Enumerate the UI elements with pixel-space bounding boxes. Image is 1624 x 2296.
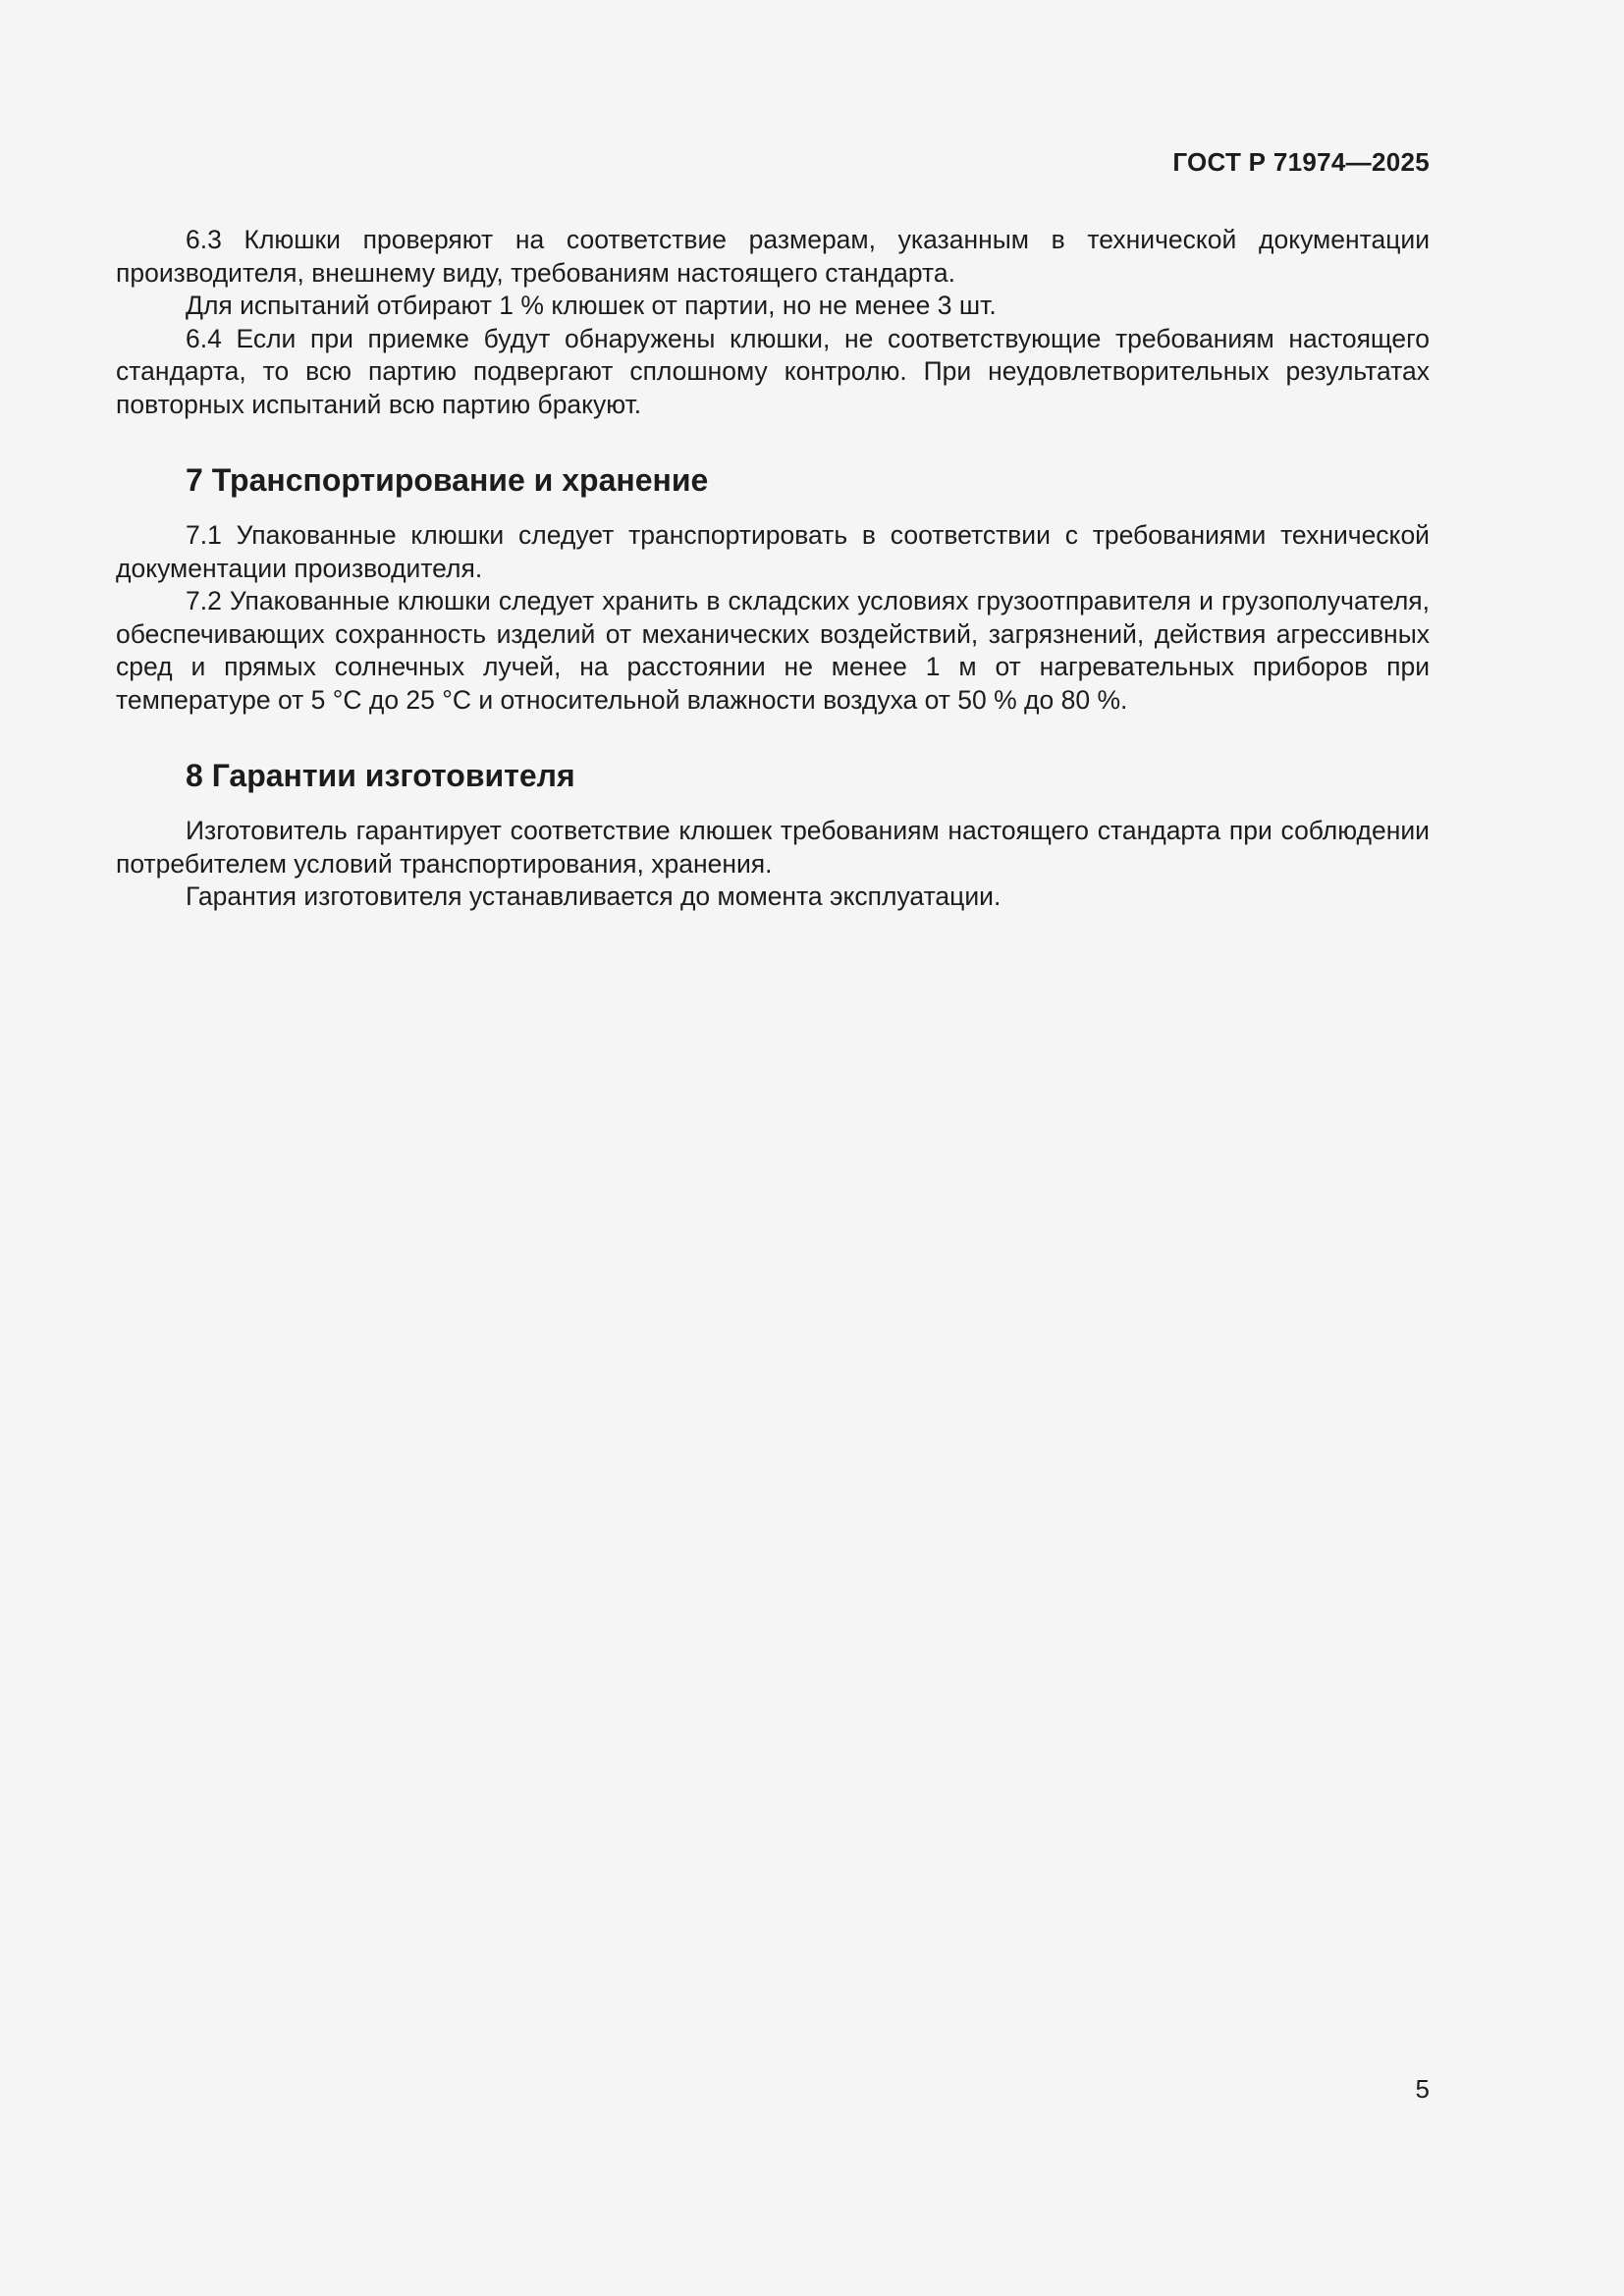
section-8-heading: 8 Гарантии изготовителя (186, 758, 575, 793)
document-code-header: ГОСТ Р 71974—2025 (1172, 147, 1430, 177)
paragraph-7-2: 7.2 Упакованные клюшки следует хранить в складских условиях грузоотправителя и грузополучателя, обеспечивающих сохранность изделий от механических воздействий, загрязнений, действия агрессивных сред и прямых солнечных лучей, на расстоянии не менее 1 м от нагревательных приборов при температуре от 5 °С до 25 °С и относительной влажности воздуха от 50 % до 80 %. (116, 586, 1430, 715)
paragraph-6-3-sampling: Для испытаний отбирают 1 % клюшек от партии, но не менее 3 шт. (186, 291, 997, 320)
paragraph-6-4: 6.4 Если при приемке будут обнаружены клюшки, не соответствующие требованиям настоящего стандарта, то всю партию подвергают сплошному контролю. При неудовлетворительных результатах повторных испытаний всю партию бракуют. (116, 323, 1430, 419)
document-page (116, 0, 1430, 2296)
page-number: 5 (1415, 2074, 1430, 2104)
paragraph-7-1: 7.1 Упакованные клюшки следует транспортировать в соответствии с требованиями технической документации производителя. (116, 520, 1430, 583)
paragraph-8-warranty-period: Гарантия изготовителя устанавливается до момента эксплуатации. (186, 881, 1001, 911)
paragraph-6-3: 6.3 Клюшки проверяют на соответствие размерам, указанным в технической документации производителя, внешнему виду, требованиям настоящего стандарта. (116, 225, 1430, 288)
document-body (116, 224, 1430, 914)
section-7-heading: 7 Транспортирование и хранение (186, 462, 709, 498)
paragraph-8-warranty: Изготовитель гарантирует соответствие клюшек требованиям настоящего стандарта при соблюдении потребителем условий транспортирования, хранения. (116, 816, 1430, 879)
